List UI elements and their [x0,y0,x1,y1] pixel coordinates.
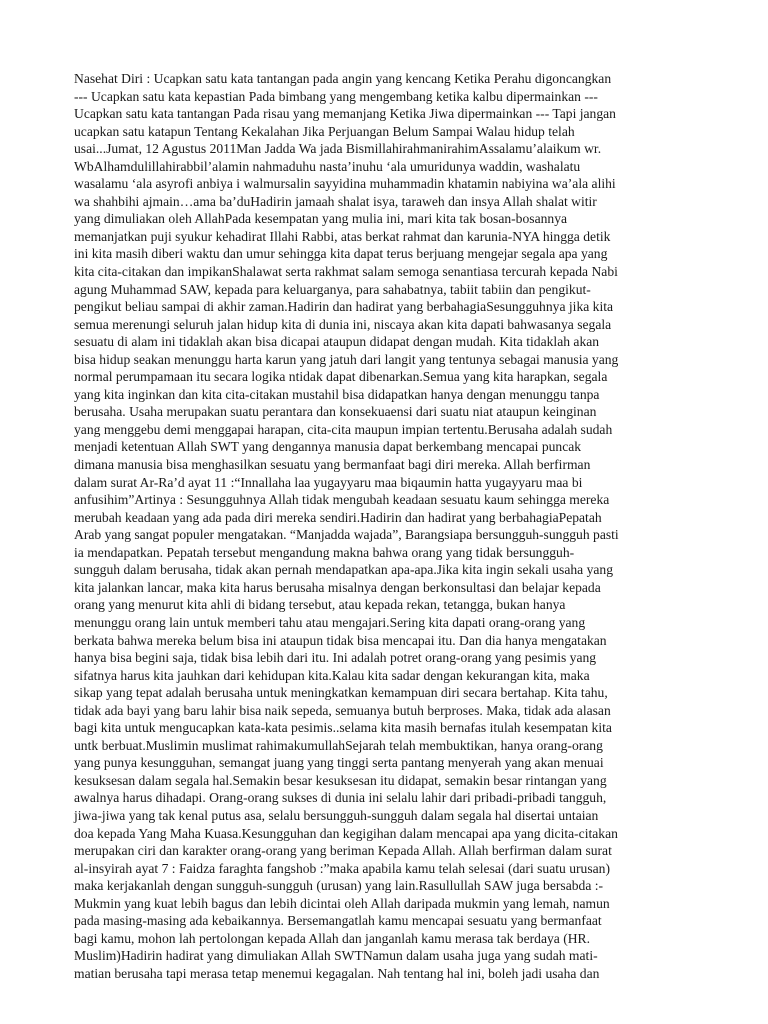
text-line: ia mendapatkan. Pepatah tersebut mengandung makna bahwa orang yang tidak bersungguh- [74,544,575,560]
text-line: matian berusaha tapi merasa tetap menemui kegagalan. Nah tentang hal ini, boleh jadi usaha dan [74,965,600,981]
text-line: berusaha. Usaha merupakan suatu perantara dan konsekuaensi dari suatu niat ataupun keinginan [74,404,597,420]
text-line: wasalamu ‘ala asyrofi anbiya i walmursalin sayyidina muhammadin khatamin nabiyina wa’ala alihi [74,176,616,192]
text-line: Ucapkan satu kata tantangan Pada risau yang memanjang Ketika Jiwa dipermainkan --- Tapi jangan [74,106,616,122]
text-line: tidak ada bayi yang baru lahir bisa naik sepeda, semuanya butuh berproses. Maka, tidak ada alasan [74,702,611,718]
text-line: awalnya harus dihadapi. Orang-orang sukses di dunia ini selalu lahir dari pribadi-pribadi tangguh, [74,790,607,806]
text-line: semua merenungi seluruh jalan hidup kita di dunia ini, niscaya akan kita dapati bahwasanya segala [74,316,612,332]
text-line: yang punya kesungguhan, semangat juang yang tinggi serta pantang menyerah yang akan menuai [74,755,604,771]
text-line: berkata bahwa mereka belum bisa ini ataupun tidak bisa mencapai itu. Dan dia hanya mengatakan [74,632,607,648]
text-line: yang menggebu demi menggapai harapan, cita-cita maupun impian tertentu.Berusaha adalah sudah [74,421,613,437]
text-line: usai...Jumat, 12 Agustus 2011Man Jadda Wa jada BismillahirahmanirahimAssalamu’alaikum wr. [74,141,602,157]
text-line: sikap yang tepat adalah berusaha untuk meningkatkan kemampuan diri secara bertahap. Kita tahu, [74,685,608,701]
text-line: maka kerjakanlah dengan sungguh-sungguh (urusan) yang lain.Rasullullah SAW juga bersabda :- [74,878,604,894]
text-line: anfusihim”Artinya : Sesungguhnya Allah tidak mengubah keadaan sesuatu kaum sehingga mereka [74,492,610,508]
text-line: menunggu orang lain untuk memberi tahu atau mengajari.Sering kita dapati orang-orang yang [74,614,586,630]
text-line: sesuatu di alam ini tidaklah akan bisa dicapai ataupun didapat dengan mudah. Kita tidaklah akan [74,334,600,350]
text-line: yang kita inginkan dan kita cita-citakan mustahil bisa didapatkan hanya dengan menunggu tanpa [74,386,600,402]
text-line: menjadi ketentuan Allah SWT yang dengannya manusia dapat berkembang mencapai puncak [74,439,582,455]
text-line: agung Muhammad SAW, kepada para keluarganya, para sahabatnya, tabiit tabiin dan pengikut- [74,281,591,297]
text-line: Mukmin yang kuat lebih bagus dan lebih dicintai oleh Allah daripada mukmin yang lemah, namun [74,895,610,911]
text-line: orang yang menurut kita ahli di bidang tersebut, atau kepada rekan, tetangga, bukan hanya [74,597,566,613]
text-line: dalam surat Ar-Ra’d ayat 11 :“Innallaha laa yugayyaru maa biqaumin hatta yugayyaru maa bi [74,474,583,490]
text-line: Muslim)Hadirin hadirat yang dimuliakan Allah SWTNamun dalam usaha juga yang sudah mati- [74,948,598,964]
text-line: merubah keadaan yang ada pada diri mereka sendiri.Hadirin dan hadirat yang berbahagiaPepatah [74,509,602,525]
text-line: ini kita masih diberi waktu dan umur sehingga kita dapat terus berjuang mengejar segala apa yang [74,246,608,262]
text-line: wa shahbihi ajmain…ama ba’duHadirin jamaah shalat isya, taraweh dan insya Allah shalat witir [74,193,597,209]
text-line: normal perumpamaan itu secara logika ntidak dapat dibenarkan.Semua yang kita harapkan, segala [74,369,608,385]
text-line: Nasehat Diri : Ucapkan satu kata tantangan pada angin yang kencang Ketika Perahu digoncangkan [74,71,612,86]
document-body-text [74,70,690,982]
text-line: --- Ucapkan satu kata kepastian Pada bimbang yang mengembang ketika kalbu dipermainkan --- [74,88,598,104]
text-line: hanya bisa begini saja, tidak bisa lebih dari itu. Ini adalah potret orang-orang yang pesimis yang [74,650,597,666]
text-line: doa kepada Yang Maha Kuasa.Kesungguhan dan kegigihan dalam mencapai apa yang dicita-citakan [74,825,618,841]
text-line: bagi kita untuk mengucapkan kata-kata pesimis..selama kita masih bernafas itulah kesempatan kita [74,720,612,736]
text-line: merupakan ciri dan karakter orang-orang yang beriman Kepada Allah. Allah berfirman dalam surat [74,843,612,859]
text-line: kesuksesan dalam segala hal.Semakin besar kesuksesan itu didapat, semakin besar rintangan yang [74,772,607,788]
text-line: bisa hidup seakan menunggu harta karun yang jatuh dari langit yang tentunya sebagai manusia yang [74,351,619,367]
text-line: kita cita-citakan dan impikanShalawat serta rakhmat salam semoga senantiasa tercurah kepada Nabi [74,264,618,280]
text-line: yang dimuliakan oleh AllahPada kesempatan yang mulia ini, mari kita tak bosan-bosannya [74,211,568,227]
text-line: pada masing-masing ada kebaikannya. Bersemangatlah kamu mencapai sesuatu yang bermanfaat [74,913,602,929]
text-line: kita jalankan lancar, maka kita harus berusaha misalnya dengan berkonsultasi dan belajar kepada [74,579,601,595]
text-line: WbAlhamdulillahirabbil’alamin nahmaduhu nasta’inuhu ‘ala umuridunya waddin, washalatu [74,158,581,174]
text-line: al-insyirah ayat 7 : Faidza faraghta fangshob :”maka apabila kamu telah selesai (dari suatu urusan) [74,860,610,876]
text-line: sifatnya harus kita jauhkan dari kehidupan kita.Kalau kita sadar dengan kekurangan kita, maka [74,667,590,683]
text-line: untk berbuat.Muslimin muslimat rahimakumullahSejarah telah membuktikan, hanya orang-orang [74,737,603,753]
text-line: jiwa-jiwa yang tak kenal putus asa, selalu bersungguh-sungguh dalam segala hal disertai untaian [74,807,599,823]
text-line: dimana manusia bisa menghasilkan sesuatu yang bermanfaat bagi diri mereka. Allah berfirman [74,457,591,473]
text-line: memanjatkan puji syukur kehadirat Illahi Rabbi, atas berkat rahmat dan karunia-NYA hingga detik [74,228,611,244]
text-line: sungguh dalam berusaha, tidak akan pernah mendapatkan apa-apa.Jika kita ingin sekali usaha yang [74,562,614,578]
text-line: pengikut beliau sampai di akhir zaman.Hadirin dan hadirat yang berbahagiaSesungguhnya jika kita [74,299,614,315]
text-line: ucapkan satu katapun Tentang Kekalahan Jika Perjuangan Belum Sampai Walau hidup telah [74,123,575,139]
text-line: Arab yang sangat populer mengatakan. “Manjadda wajada”, Barangsiapa bersungguh-sungguh pasti [74,527,619,543]
text-line: bagi kamu, mohon lah pertolongan kepada Allah dan janganlah kamu merasa tak berdaya (HR. [74,930,591,946]
